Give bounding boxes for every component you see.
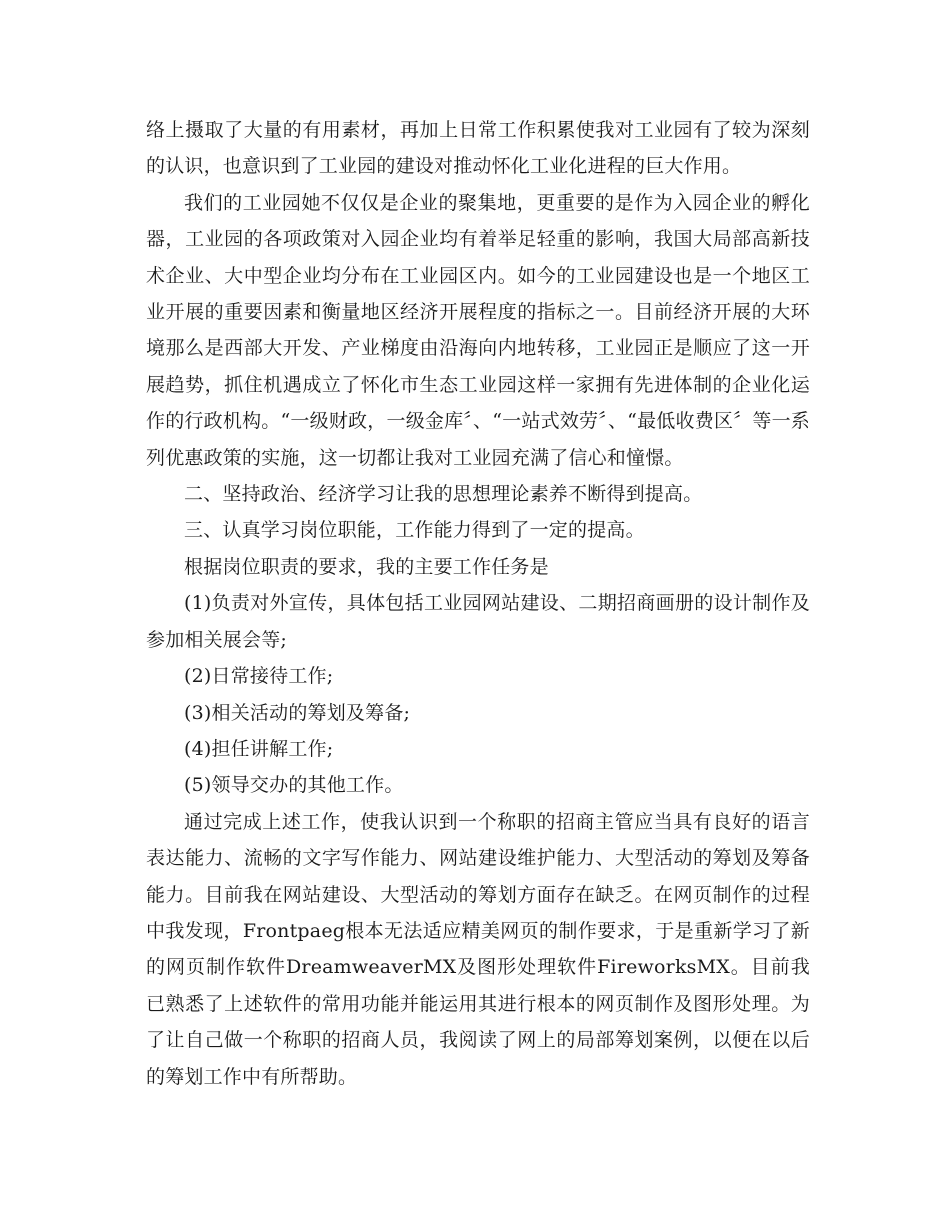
paragraph-6: 通过完成上述工作，使我认识到一个称职的招商主管应当具有良好的语言表达能力、流畅的文字写作能力、网站建设维护能力、大型活动的筹划及筹备能力。目前我在网站建设、大型活动的筹划方面存在缺乏。在网页制作的过程中我发现，Frontpaeg根本无法适应精美网页的制作要求，于是重新学习了新的网页制作软件DreamweaverMX及图形处理软件FireworksMX。目前我已熟悉了上述软件的常用功能并能运用其进行根本的网页制作及图形处理。为了让自己做一个称职的招商人员，我阅读了网上的局部筹划案例，以便在以后的筹划工作中有所帮助。 — [146, 810, 810, 1088]
paragraph-4: 三、认真学习岗位职能，工作能力得到了一定的提高。 — [184, 519, 645, 542]
list-item-2: (2)日常接待工作; — [184, 665, 334, 688]
list-item-1: (1)负责对外宣传，具体包括工业园网站建设、二期招商画册的设计制作及参加相关展会等; — [146, 592, 810, 651]
paragraph-1: 络上摄取了大量的有用素材，再加上日常工作积累使我对工业园有了较为深刻的认识，也意识到了工业园的建设对推动怀化工业化进程的巨大作用。 — [146, 119, 810, 178]
list-item-5: (5)领导交办的其他工作。 — [184, 774, 404, 797]
document-body — [146, 112, 810, 1095]
paragraph-3: 二、坚持政治、经济学习让我的思想理论素养不断得到提高。 — [184, 483, 703, 506]
list-item-3: (3)相关活动的筹划及筹备; — [184, 701, 411, 724]
list-item-4: (4)担任讲解工作; — [184, 737, 334, 760]
paragraph-5: 根据岗位职责的要求，我的主要工作任务是 — [184, 555, 549, 578]
paragraph-2: 我们的工业园她不仅仅是企业的聚集地，更重要的是作为入园企业的孵化器，工业园的各项政策对入园企业均有着举足轻重的影响，我国大局部高新技术企业、大中型企业均分布在工业园区内。如今的工业园建设也是一个地区工业开展的重要因素和衡量地区经济开展程度的指标之一。目前经济开展的大环境那么是西部大开发、产业梯度由沿海向内地转移，工业园正是顺应了这一开展趋势，抓住机遇成立了怀化市生态工业园这样一家拥有先进体制的企业化运作的行政机构。“一级财政，一级金库〞、“一站式效劳〞、“最低收费区〞等一系列优惠政策的实施，这一切都让我对工业园充满了信心和憧憬。 — [146, 191, 810, 469]
